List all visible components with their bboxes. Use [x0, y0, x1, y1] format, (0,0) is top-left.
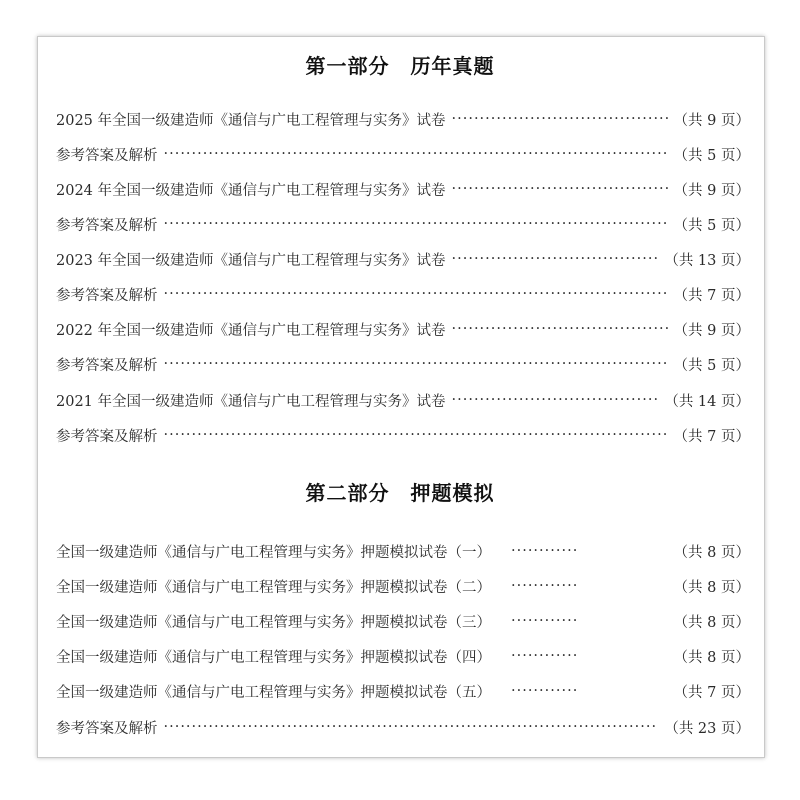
leader-dots — [511, 648, 577, 664]
toc-entry-pages: （共 7 页） — [673, 684, 750, 701]
toc-entry[interactable] — [56, 143, 750, 165]
leader-dots — [452, 111, 668, 127]
toc-entry-label: 全国一级建造师《通信与广电工程管理与实务》押题模拟试卷（二） — [56, 579, 491, 596]
toc-entry-label: 参考答案及解析 — [56, 287, 158, 304]
leader-dots — [511, 543, 577, 559]
toc-entry-label: 全国一级建造师《通信与广电工程管理与实务》押题模拟试卷（四） — [56, 649, 491, 666]
leader-dots — [452, 251, 659, 267]
toc-entry[interactable] — [56, 283, 750, 305]
part2-title: 第二部分 押题模拟 — [305, 481, 495, 505]
leader-dots — [511, 683, 577, 699]
toc-entry-pages: （共 8 页） — [673, 579, 750, 596]
toc-entry[interactable] — [56, 389, 750, 411]
toc-entry-pages: （共 8 页） — [673, 614, 750, 631]
toc-entry[interactable] — [56, 680, 750, 702]
toc-entry[interactable] — [56, 424, 750, 446]
toc-entry-label: 2021 年全国一级建造师《通信与广电工程管理与实务》试卷 — [56, 393, 446, 410]
leader-dots — [164, 216, 668, 232]
leader-dots — [452, 181, 668, 197]
leader-dots — [164, 356, 668, 372]
toc-entry[interactable] — [56, 353, 750, 375]
toc-entry-pages: （共 14 页） — [664, 393, 750, 410]
toc-entry-pages: （共 7 页） — [673, 287, 750, 304]
toc-entry[interactable] — [56, 248, 750, 270]
leader-dots — [164, 146, 668, 162]
toc-entry-pages: （共 7 页） — [673, 428, 750, 445]
toc-entry[interactable] — [56, 645, 750, 667]
leader-dots — [164, 719, 659, 735]
toc-entry-label: 全国一级建造师《通信与广电工程管理与实务》押题模拟试卷（一） — [56, 544, 491, 561]
toc-entry[interactable] — [56, 575, 750, 597]
toc-entry[interactable] — [56, 716, 750, 738]
toc-entry[interactable] — [56, 318, 750, 340]
toc-entry-pages: （共 5 页） — [673, 147, 750, 164]
toc-entry-label: 参考答案及解析 — [56, 217, 158, 234]
toc-entry-label: 参考答案及解析 — [56, 428, 158, 445]
leader-dots — [511, 613, 577, 629]
toc-entry-pages: （共 13 页） — [664, 252, 750, 269]
toc-entry-pages: （共 9 页） — [673, 322, 750, 339]
toc-entry-label: 2023 年全国一级建造师《通信与广电工程管理与实务》试卷 — [56, 252, 446, 269]
toc-entry[interactable] — [56, 610, 750, 632]
toc-entry-label: 2022 年全国一级建造师《通信与广电工程管理与实务》试卷 — [56, 322, 446, 339]
toc-entry-pages: （共 5 页） — [673, 357, 750, 374]
leader-dots — [452, 392, 659, 408]
toc-entry-label: 参考答案及解析 — [56, 147, 158, 164]
toc-entry[interactable] — [56, 540, 750, 562]
leader-dots — [511, 578, 577, 594]
toc-entry-label: 全国一级建造师《通信与广电工程管理与实务》押题模拟试卷（五） — [56, 684, 491, 701]
toc-entry-label: 2025 年全国一级建造师《通信与广电工程管理与实务》试卷 — [56, 112, 446, 129]
leader-dots — [164, 427, 668, 443]
toc-entry-label: 全国一级建造师《通信与广电工程管理与实务》押题模拟试卷（三） — [56, 614, 491, 631]
toc-entry-label: 2024 年全国一级建造师《通信与广电工程管理与实务》试卷 — [56, 182, 446, 199]
toc-entry[interactable] — [56, 213, 750, 235]
leader-dots — [164, 286, 668, 302]
toc-entry-label: 参考答案及解析 — [56, 720, 158, 737]
toc-entry-pages: （共 8 页） — [673, 544, 750, 561]
toc-entry-label: 参考答案及解析 — [56, 357, 158, 374]
toc-entry-pages: （共 5 页） — [673, 217, 750, 234]
leader-dots — [452, 321, 668, 337]
toc-entry-pages: （共 9 页） — [673, 182, 750, 199]
part1-title: 第一部分 历年真题 — [305, 54, 495, 78]
toc-entry-pages: （共 9 页） — [673, 112, 750, 129]
toc-entry-pages: （共 23 页） — [664, 720, 750, 737]
toc-entry-pages: （共 8 页） — [673, 649, 750, 666]
toc-entry[interactable] — [56, 178, 750, 200]
toc-entry[interactable] — [56, 108, 750, 130]
